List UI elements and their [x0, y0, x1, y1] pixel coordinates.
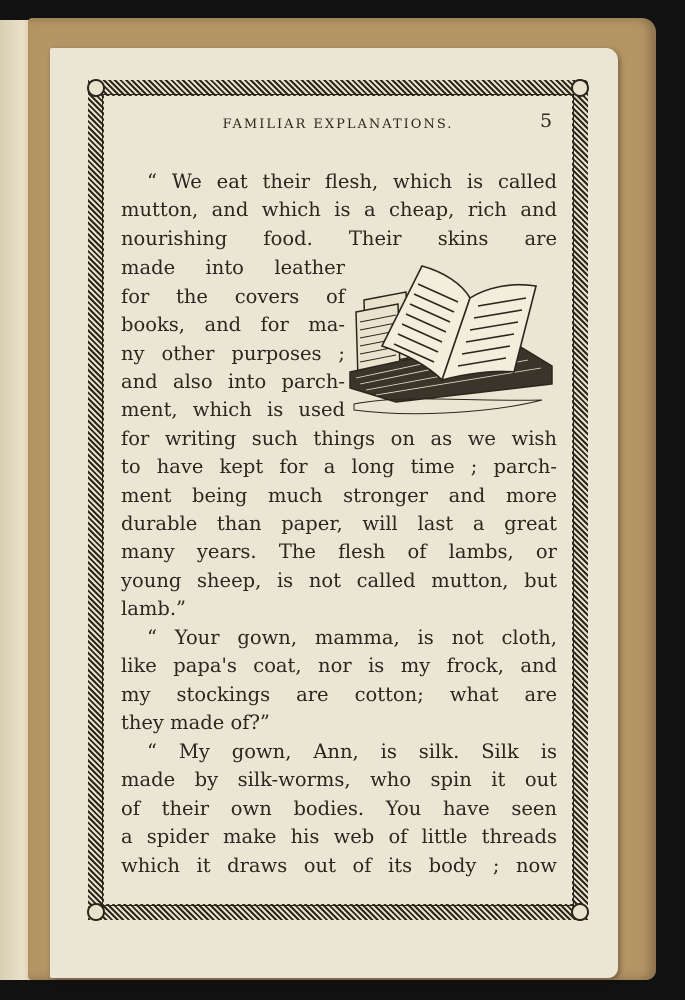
- page-number: 5: [540, 110, 553, 132]
- text-line: like papa's coat, nor is my frock, and: [121, 654, 557, 677]
- text-line: made into leather: [121, 256, 345, 279]
- text-line: they made of?”: [121, 711, 270, 734]
- text-line: for the covers of: [121, 285, 345, 308]
- border-corner-ornament: [571, 79, 589, 97]
- text-line: “ We eat their flesh, which is called: [147, 170, 557, 193]
- text-line: durable than paper, will last a great: [121, 512, 557, 535]
- text-line: ment being much stronger and more: [121, 484, 557, 507]
- text-line: ny other purposes ;: [121, 342, 345, 365]
- text-line: ment, which is used: [121, 398, 345, 421]
- text-line: which it draws out of its body ; now: [121, 854, 557, 877]
- border-corner-ornament: [87, 79, 105, 97]
- text-line: “ Your gown, mamma, is not cloth,: [147, 626, 557, 649]
- border-corner-ornament: [571, 903, 589, 921]
- text-line: a spider make his web of little threads: [121, 825, 557, 848]
- text-line: to have kept for a long time ; parch-: [121, 455, 557, 478]
- text-line: nourishing food. Their skins are: [121, 227, 557, 250]
- text-line: lamb.”: [121, 597, 187, 620]
- text-line: books, and for ma-: [121, 313, 345, 336]
- text-line: and also into parch-: [121, 370, 345, 393]
- text-line: young sheep, is not called mutton, but: [121, 569, 557, 592]
- running-head: FAMILIAR EXPLANATIONS.: [222, 117, 454, 132]
- open-book-icon: [346, 262, 556, 422]
- text-line: my stockings are cotton; what are: [121, 683, 557, 706]
- text-line: made by silk-worms, who spin it out: [121, 768, 557, 791]
- text-line: for writing such things on as we wish: [121, 427, 557, 450]
- border-corner-ornament: [87, 903, 105, 921]
- text-line: many years. The flesh of lambs, or: [121, 540, 557, 563]
- text-line: of their own bodies. You have seen: [121, 797, 557, 820]
- text-line: “ My gown, Ann, is silk. Silk is: [147, 740, 557, 763]
- text-line: mutton, and which is a cheap, rich and: [121, 198, 557, 221]
